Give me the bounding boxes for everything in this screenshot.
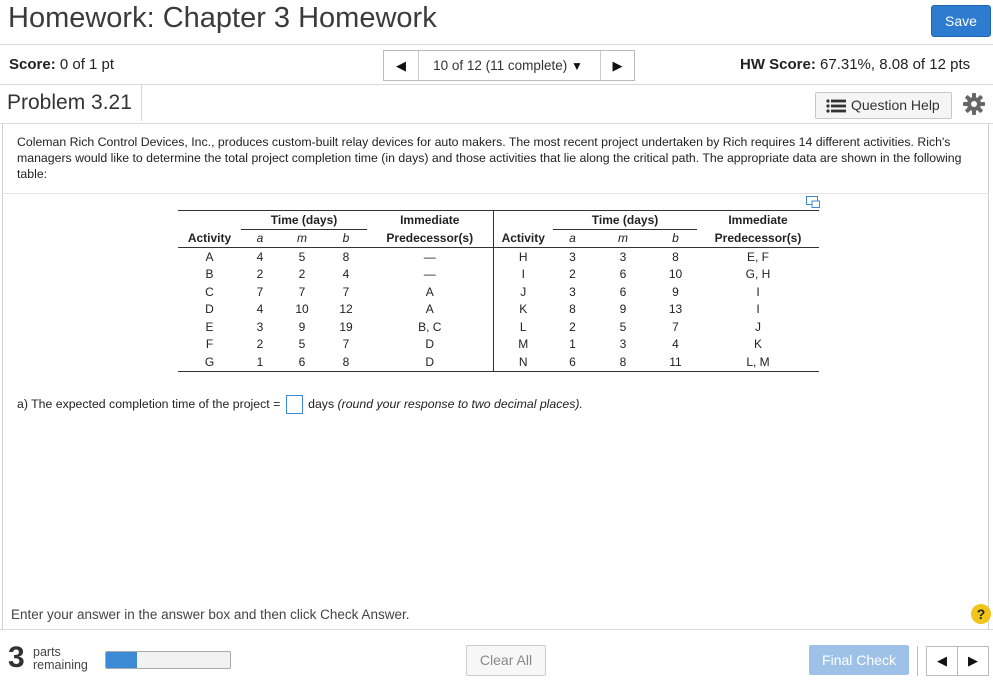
predecessor-header-left: Predecessor(s) — [367, 229, 493, 248]
immediate-header-left: Immediate — [367, 211, 493, 230]
table-cell: 6 — [553, 353, 592, 371]
final-check-button[interactable]: Final Check — [809, 645, 909, 675]
activity-header-left: Activity — [178, 229, 241, 248]
question-help-button[interactable] — [815, 92, 952, 119]
table-cell: 2 — [298, 267, 306, 282]
table-cell: K — [493, 301, 553, 319]
table-cell: 7 — [256, 284, 264, 299]
hw-score-display — [740, 56, 970, 73]
activity-data-table — [178, 210, 819, 372]
progress-fill — [106, 652, 137, 668]
table-cell: G — [178, 353, 241, 371]
question-content-area — [2, 124, 989, 630]
table-row — [178, 353, 819, 371]
progress-bar — [105, 651, 231, 669]
table-cell: A — [425, 284, 434, 299]
question-position-label: 10 of 12 (11 complete) — [433, 58, 568, 73]
table-cell: 9 — [298, 319, 306, 334]
table-cell: D — [367, 353, 493, 371]
score-label: Score: — [9, 56, 56, 73]
table-cell: D — [205, 302, 214, 317]
table-cell: I — [493, 266, 553, 284]
table-cell: 3 — [619, 337, 627, 352]
table-cell: 7 — [342, 284, 350, 299]
table-cell: J — [493, 283, 553, 301]
table-cell: 9 — [619, 302, 627, 317]
table-cell: M — [493, 336, 553, 354]
m-header-right: m — [592, 229, 654, 248]
b-header-right: b — [654, 229, 697, 248]
question-a-unit: days — [308, 397, 335, 411]
a-header-left: a — [241, 229, 279, 248]
table-cell: 6 — [619, 267, 627, 282]
table-cell: 2 — [569, 267, 576, 282]
table-cell: B — [205, 267, 214, 282]
table-cell: 2 — [256, 267, 264, 282]
table-cell: 5 — [619, 319, 627, 334]
table-cell: 6 — [279, 353, 325, 371]
table-cell: 9 — [672, 284, 679, 299]
activity-table — [178, 210, 819, 372]
problem-statement: Coleman Rich Control Devices, Inc., produces custom-built relay devices for auto makers. The most recent project undertaken by Rich requires 14 different activities. Rich's managers would like to determine the total project completion time (in days) and those activities that lie along the critical path. The appropriate data are shown in the following table: — [17, 135, 962, 181]
list-icon — [826, 99, 846, 113]
parts-remaining-label — [33, 646, 88, 672]
m-header-left: m — [279, 229, 325, 248]
footer-prev-button[interactable]: ◀ — [926, 646, 957, 676]
table-row — [178, 301, 819, 319]
table-cell: 2 — [256, 337, 264, 352]
table-row — [178, 336, 819, 354]
content-divider — [3, 193, 989, 194]
prev-question-button[interactable]: ◀ — [384, 51, 419, 80]
table-cell: L — [493, 318, 553, 336]
next-question-button[interactable]: ▶ — [600, 51, 634, 80]
footer-divider — [0, 629, 993, 630]
table-cell: 2 — [569, 319, 576, 334]
table-cell: 4 — [256, 302, 264, 317]
table-cell: N — [493, 353, 553, 371]
table-cell: I — [756, 284, 760, 299]
expand-table-icon[interactable] — [806, 196, 820, 208]
table-row — [178, 266, 819, 284]
save-button[interactable]: Save — [931, 5, 991, 37]
score-value: 0 of 1 pt — [59, 56, 115, 73]
caret-down-icon: ▼ — [570, 59, 583, 73]
table-cell: 8 — [569, 302, 576, 317]
footer-separator — [917, 646, 918, 676]
table-cell: 8 — [592, 353, 654, 371]
table-row — [178, 318, 819, 336]
table-cell: L, M — [697, 353, 819, 371]
footer-next-button[interactable]: ▶ — [957, 646, 989, 676]
table-cell: A — [205, 249, 214, 264]
score-display — [9, 56, 114, 73]
table-cell: 3 — [569, 284, 576, 299]
table-cell: D — [425, 337, 435, 352]
predecessor-header-right: Predecessor(s) — [697, 229, 819, 248]
table-cell: 7 — [298, 284, 306, 299]
question-help-label: Question Help — [851, 97, 940, 113]
table-row — [178, 248, 819, 266]
gear-icon[interactable] — [962, 92, 986, 116]
header-divider — [0, 44, 993, 45]
b-header-left: b — [325, 229, 367, 248]
table-cell: 12 — [339, 302, 353, 317]
activity-header-right: Activity — [493, 229, 553, 248]
help-icon[interactable]: ? — [971, 604, 991, 624]
score-divider — [0, 84, 993, 85]
table-cell: 1 — [241, 353, 279, 371]
question-a — [17, 395, 583, 414]
table-cell: 8 — [672, 249, 679, 264]
table-cell: 1 — [569, 337, 576, 352]
hw-score-label: HW Score: — [740, 56, 816, 73]
table-cell: I — [756, 302, 760, 317]
instruction-text: Enter your answer in the answer box and then click Check Answer. — [11, 607, 410, 622]
problem-title: Problem 3.21 — [0, 85, 142, 121]
answer-input[interactable] — [286, 395, 303, 414]
table-cell: — — [423, 267, 436, 282]
table-cell: A — [425, 302, 434, 317]
table-cell: 3 — [569, 249, 576, 264]
immediate-header-right: Immediate — [697, 211, 819, 230]
parts-label-line1: parts — [33, 645, 61, 659]
table-cell: — — [423, 249, 436, 264]
table-cell: K — [753, 337, 762, 352]
table-cell: 13 — [668, 302, 683, 317]
table-cell: 5 — [298, 249, 306, 264]
table-cell: 8 — [325, 353, 367, 371]
table-cell: 4 — [672, 337, 679, 352]
a-header-right: a — [553, 229, 592, 248]
page-title: Homework: Chapter 3 Homework — [8, 2, 437, 34]
question-selector-dropdown[interactable] — [420, 51, 596, 80]
table-cell: 10 — [668, 267, 683, 282]
table-cell: C — [205, 284, 214, 299]
parts-remaining-count: 3 — [8, 641, 25, 674]
table-cell: E — [205, 319, 214, 334]
question-a-hint: (round your response to two decimal places). — [337, 397, 583, 411]
time-header-left: Time (days) — [241, 211, 367, 230]
table-row — [178, 283, 819, 301]
table-cell: 6 — [619, 284, 627, 299]
table-cell: 4 — [342, 267, 350, 282]
table-cell: 4 — [256, 249, 264, 264]
table-cell: E, F — [746, 249, 769, 264]
table-cell: 3 — [619, 249, 627, 264]
time-header-right: Time (days) — [553, 211, 697, 230]
table-cell: 7 — [672, 319, 679, 334]
table-cell: 10 — [295, 302, 309, 317]
table-cell: H — [493, 248, 553, 266]
question-a-prefix: a) The expected completion time of the project = — [17, 397, 281, 411]
clear-all-button[interactable]: Clear All — [466, 645, 546, 676]
table-cell: 5 — [298, 337, 306, 352]
table-cell: G, H — [745, 267, 771, 282]
table-cell: F — [205, 337, 214, 352]
table-cell: J — [755, 319, 761, 334]
table-cell: 19 — [339, 319, 353, 334]
table-cell: 11 — [654, 353, 697, 371]
table-cell: 8 — [342, 249, 350, 264]
table-cell: B, C — [418, 319, 442, 334]
table-cell: 3 — [256, 319, 264, 334]
parts-label-line2: remaining — [33, 658, 88, 672]
hw-score-value: 67.31%, 8.08 of 12 pts — [820, 56, 971, 73]
table-cell: 7 — [342, 337, 350, 352]
